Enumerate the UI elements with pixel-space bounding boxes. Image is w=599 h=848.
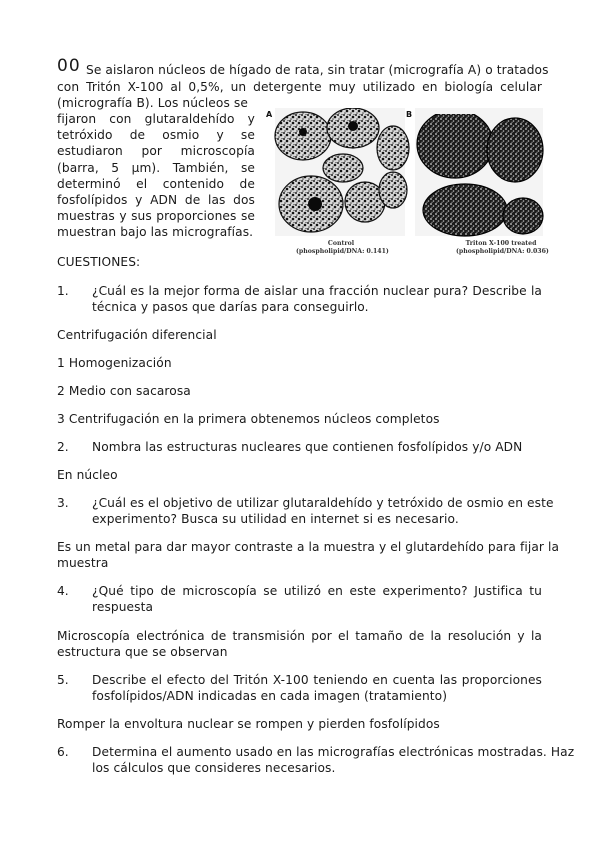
caption-a-title: Control [327, 240, 355, 247]
problem-number: 00 [57, 56, 81, 76]
answer-5: Romper la envoltura nuclear se rompen y pierden fosfolípidos [57, 717, 440, 731]
intro-line-2: con Tritón X-100 al 0,5%, un detergente muy utilizado en biología celular [57, 80, 542, 94]
caption-b-title: Triton X-100 treated [465, 240, 537, 247]
question-1-line-1: ¿Cuál es la mejor forma de aislar una fracción nuclear pura? Describe la [92, 284, 542, 298]
question-3-line-1: ¿Cuál es el objetivo de utilizar glutaraldehído y tetróxido de osmio en este [92, 496, 554, 510]
question-3-number: 3. [57, 496, 69, 510]
question-6-line-1: Determina el aumento usado en las micrografías electrónicas mostradas. Haz [92, 745, 575, 759]
question-5-number: 5. [57, 673, 69, 687]
answer-3-line-2: muestra [57, 556, 109, 570]
answer-3-line-1: Es un metal para dar mayor contraste a la muestra y el glutardehído para fijar la [57, 540, 560, 554]
question-5-line-2: fosfolípidos/ADN indicadas en cada imagen (tratamiento) [92, 689, 448, 703]
answer-2: En núcleo [57, 468, 118, 482]
answer-1-step-2: 2 Medio con sacarosa [57, 384, 191, 398]
intro-line-9: fosfolípidos y ADN de las dos [57, 193, 255, 207]
intro-line-6: estudiaron por microscopía [57, 144, 255, 158]
intro-line-10: muestras y sus proporciones se [57, 209, 255, 223]
question-5-line-1: Describe el efecto del Tritón X-100 teniendo en cuenta las proporciones [92, 673, 542, 687]
question-6-number: 6. [57, 745, 69, 759]
question-1-line-2: técnica y pasos que darías para conseguirlo. [92, 300, 369, 314]
question-3-line-2: experimento? Busca su utilidad en internet si es necesario. [92, 512, 459, 526]
question-6-line-2: los cálculos que consideres necesarios. [92, 761, 336, 775]
question-2-number: 2. [57, 440, 69, 454]
question-4-number: 4. [57, 584, 69, 598]
panel-b-label: B [406, 110, 413, 119]
question-1-number: 1. [57, 284, 69, 298]
intro-line-11: muestran bajo las micrografías. [57, 225, 254, 239]
intro-line-4: fijaron con glutaraldehído y [57, 112, 255, 126]
question-4-line-1: ¿Qué tipo de microscopía se utilizó en este experimento? Justifica tu [92, 584, 542, 598]
answer-1-step-1: 1 Homogenización [57, 356, 172, 370]
question-4-line-2: respuesta [92, 600, 154, 614]
answer-4-line-1: Microscopía electrónica de transmisión por el tamaño de la resolución y la [57, 629, 542, 643]
micrograph-panel-a [266, 108, 409, 236]
intro-line-1: Se aislaron núcleos de hígado de rata, sin tratar (micrografía A) o tratados [86, 63, 549, 77]
question-2-line-1: Nombra las estructuras nucleares que contienen fosfolípidos y/o ADN [92, 440, 523, 454]
panel-a-label: A [266, 110, 273, 119]
intro-line-8: determinó el contenido de [57, 177, 255, 191]
answer-4-line-2: estructura que se observan [57, 645, 228, 659]
micrograph-panel-b [406, 108, 543, 236]
intro-line-3: (micrografía B). Los núcleos se [57, 96, 248, 110]
caption-b-ratio: (phospholipid/DNA: 0.036) [456, 248, 549, 255]
caption-a-ratio: (phospholipid/DNA: 0.141) [296, 248, 389, 255]
micrograph-figure [265, 108, 545, 240]
intro-line-5: tetróxido de osmio y se [57, 128, 255, 142]
cuestiones-heading: CUESTIONES: [57, 255, 141, 269]
answer-1-title: Centrifugación diferencial [57, 328, 217, 342]
answer-1-step-3: 3 Centrifugación en la primera obtenemos núcleos completos [57, 412, 440, 426]
intro-line-7: (barra, 5 µm). También, se [57, 161, 255, 175]
